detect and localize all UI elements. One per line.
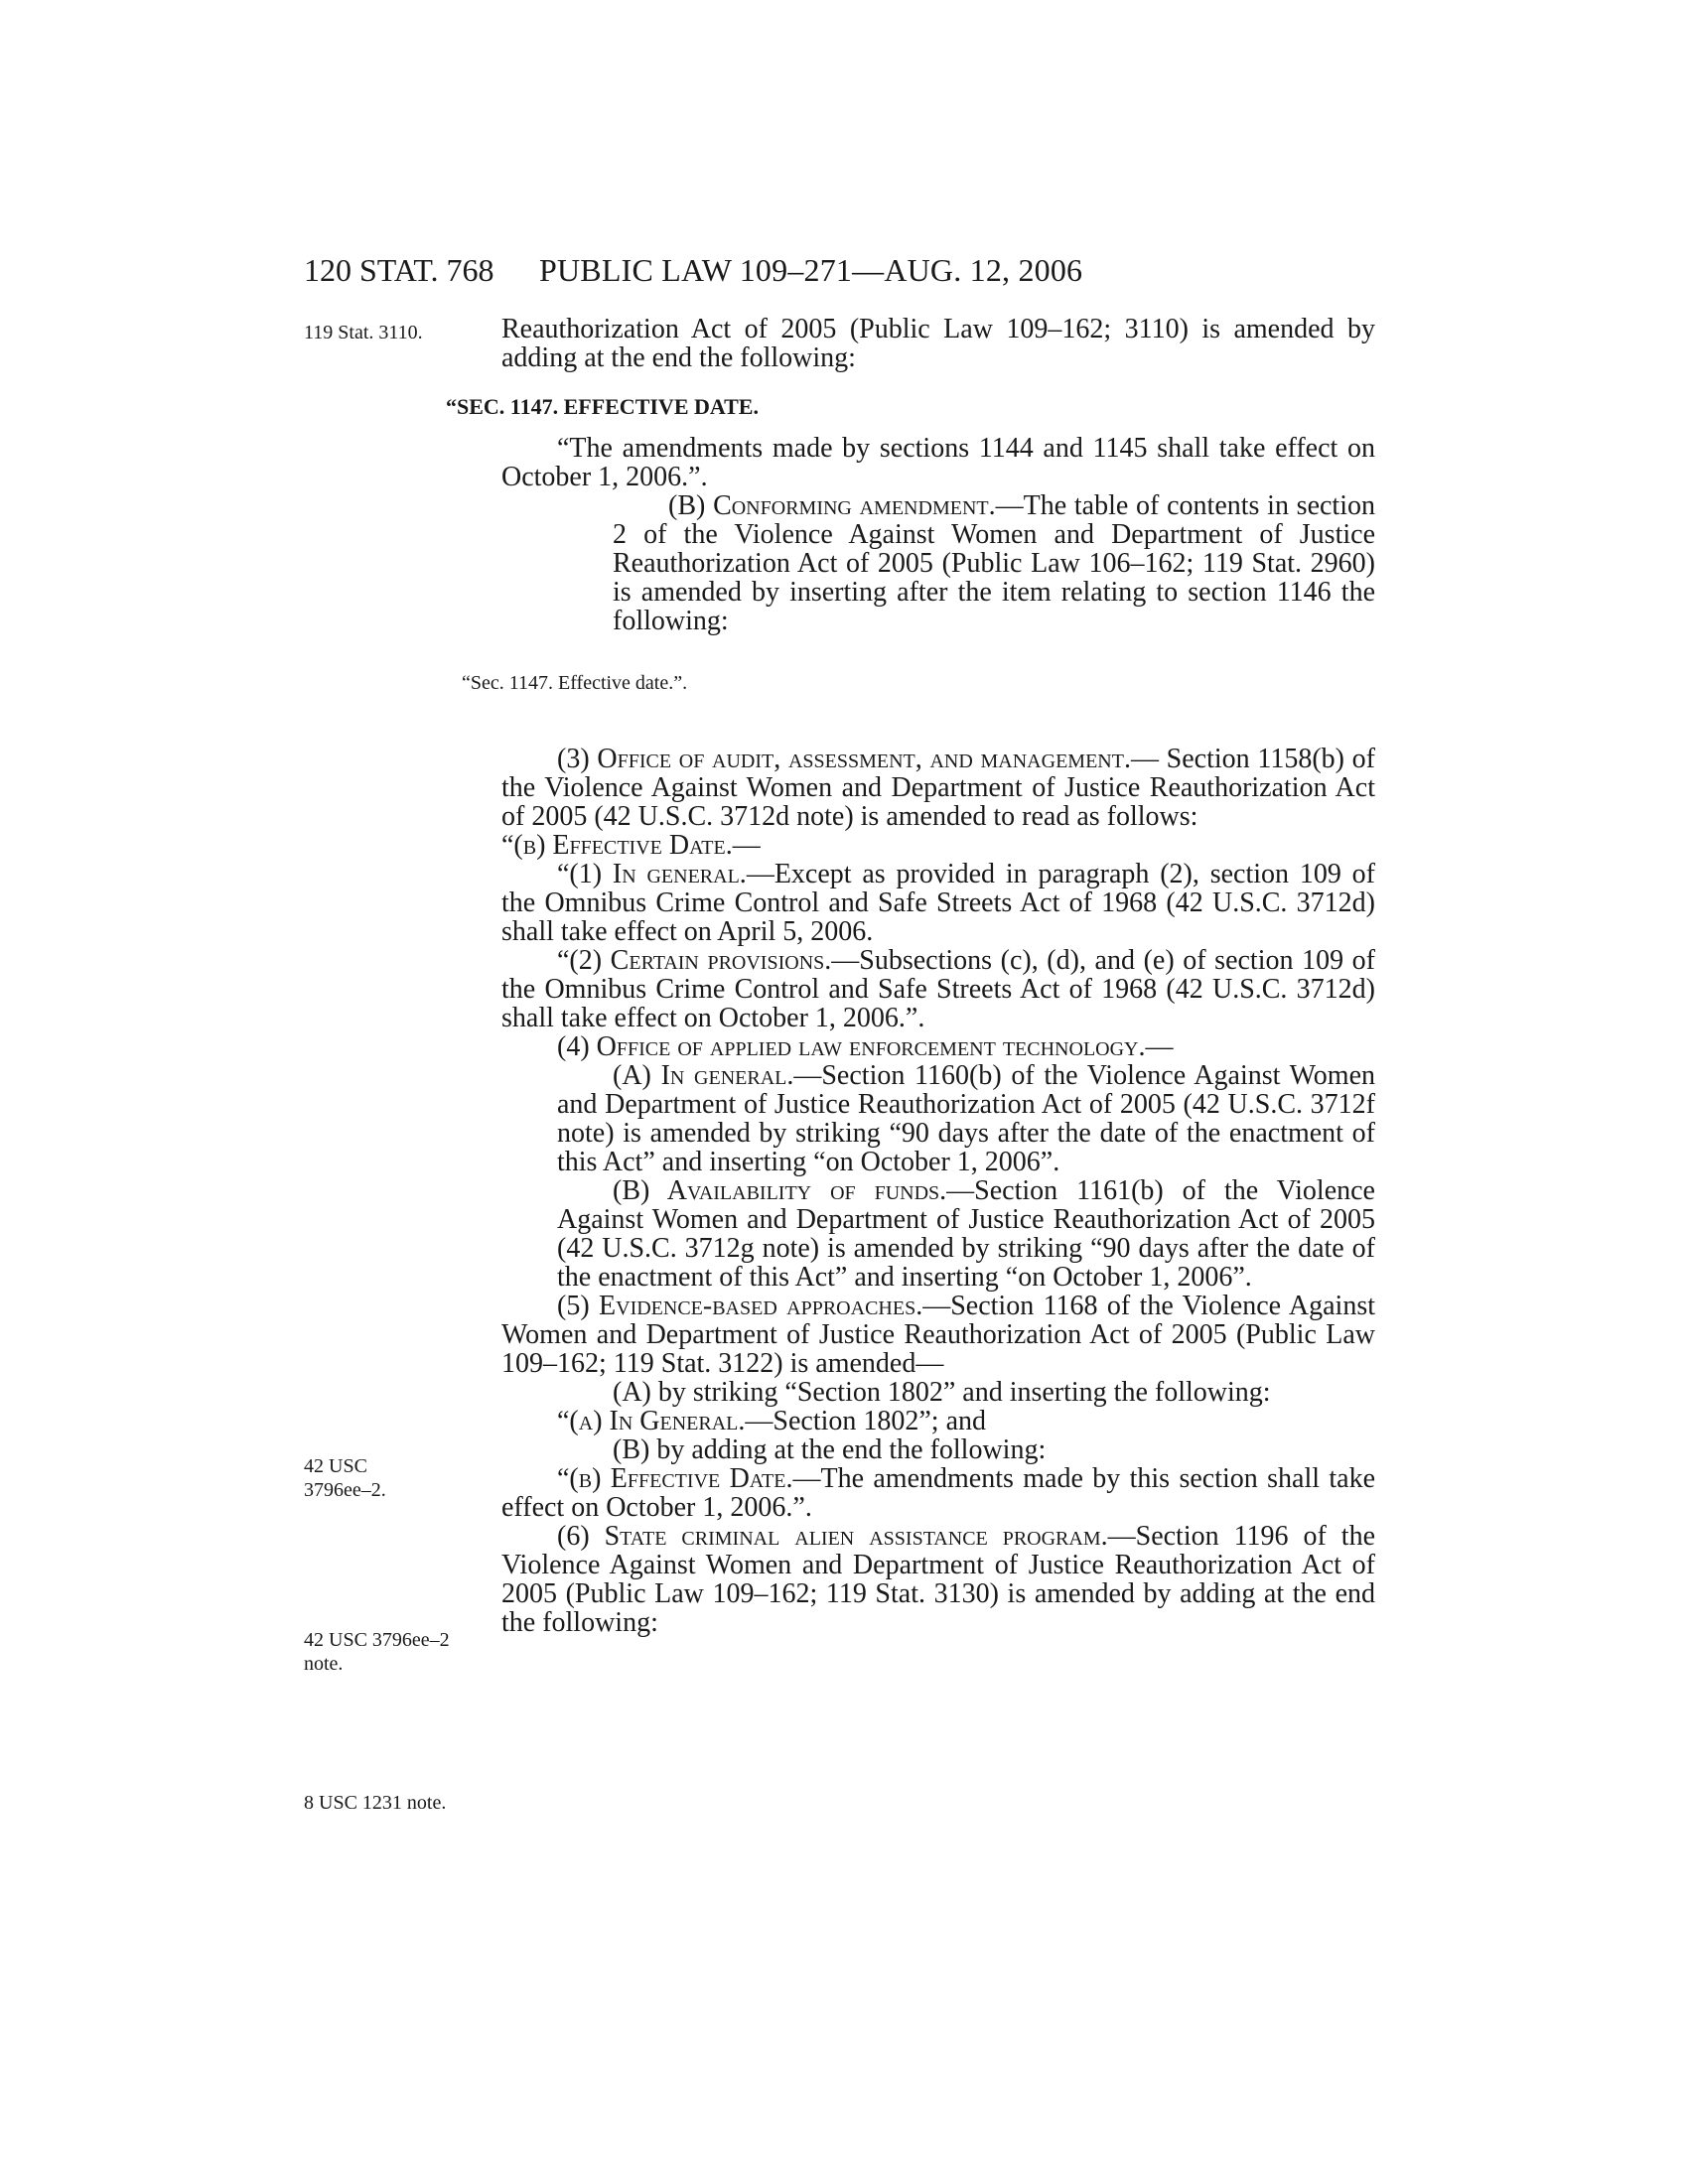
running-title: PUBLIC LAW 109–271—AUG. 12, 2006 [539,252,1083,288]
margin-note: 8 USC 1231 note. [304,1792,447,1814]
stat-page-number: 120 STAT. 768 [304,252,494,288]
margin-note: 42 USC 3796ee–2. [304,1455,386,1501]
margin-note: 119 Stat. 3110. [304,322,423,343]
paragraph: “The amendments made by sections 1144 and 1145 shall take effect on October 1, 2006.”. [501,433,1375,492]
paragraph: (B) Conforming amendment.—The table of contents in section 2 of the Violence Against Women and Department of Justice Reauthorization Act of 2005 (Public Law 106–162; 119 Stat. 2960) is amended by inserting after the item relating to section 1146 the following: [613,490,1375,636]
document-body [446,314,1376,1638]
paragraph: “(a) In General.—Section 1802”; and [557,1406,987,1436]
page-header [304,248,1376,292]
paragraph: (B) Availability of funds.—Section 1161(b) of the Violence Against Women and Department of Justice Reauthorization Act of 2005 (42 U.S.C. 3712g note) is amended by striking “90 days after the date of the enactment of this Act” and inserting “on October 1, 2006”. [557,1175,1375,1293]
paragraph: “(b) Effective Date.— [501,830,761,861]
paragraph: (3) Office of audit, assessment, and management.— Section 1158(b) of the Violence Against Women and Department of Justice Reauthorization Act of 2005 (42 U.S.C. 3712d note) is amended to read as follows: [501,744,1376,832]
paragraph: (A) In general.—Section 1160(b) of the Violence Against Women and Department of Justice Reauthorization Act of 2005 (42 U.S.C. 3712f note) is amended by striking “90 days after the date of the enactment of this Act” and inserting “on October 1, 2006”. [557,1060,1375,1177]
paragraph: “(b) Effective Date.—The amendments made by this section shall take effect on October 1, 2006.”. [501,1463,1376,1523]
toc-item: “Sec. 1147. Effective date.”. [462,672,688,694]
paragraph: (5) Evidence-based approaches.—Section 1168 of the Violence Against Women and Department of Justice Reauthorization Act of 2005 (Public Law 109–162; 119 Stat. 3122) is amended— [501,1291,1375,1379]
paragraph: (4) Office of applied law enforcement technology.— [557,1031,1174,1062]
paragraph: “(2) Certain provisions.—Subsections (c), (d), and (e) of section 109 of the Omnibus Crime Control and Safe Streets Act of 1968 (42 U.S.C. 3712d) shall take effect on October 1, 2006.”. [501,945,1375,1033]
paragraph: “(1) In general.—Except as provided in paragraph (2), section 109 of the Omnibus Crime Control and Safe Streets Act of 1968 (42 U.S.C. 3712d) shall take effect on April 5, 2006. [501,859,1375,947]
paragraph: (A) by striking “Section 1802” and inserting the following: [613,1377,1271,1408]
paragraph: (B) by adding at the end the following: [613,1434,1047,1465]
section-heading: “SEC. 1147. EFFECTIVE DATE. [446,394,759,419]
margin-note: 42 USC 3796ee–2 note. [304,1629,450,1675]
paragraph: (6) State criminal alien assistance program.—Section 1196 of the Violence Against Women and Department of Justice Reauthorization Act of 2005 (Public Law 109–162; 119 Stat. 3130) is amended by adding at the end the following: [501,1521,1375,1638]
paragraph: Reauthorization Act of 2005 (Public Law 109–162; 3110) is amended by adding at the end the following: [501,314,1375,373]
